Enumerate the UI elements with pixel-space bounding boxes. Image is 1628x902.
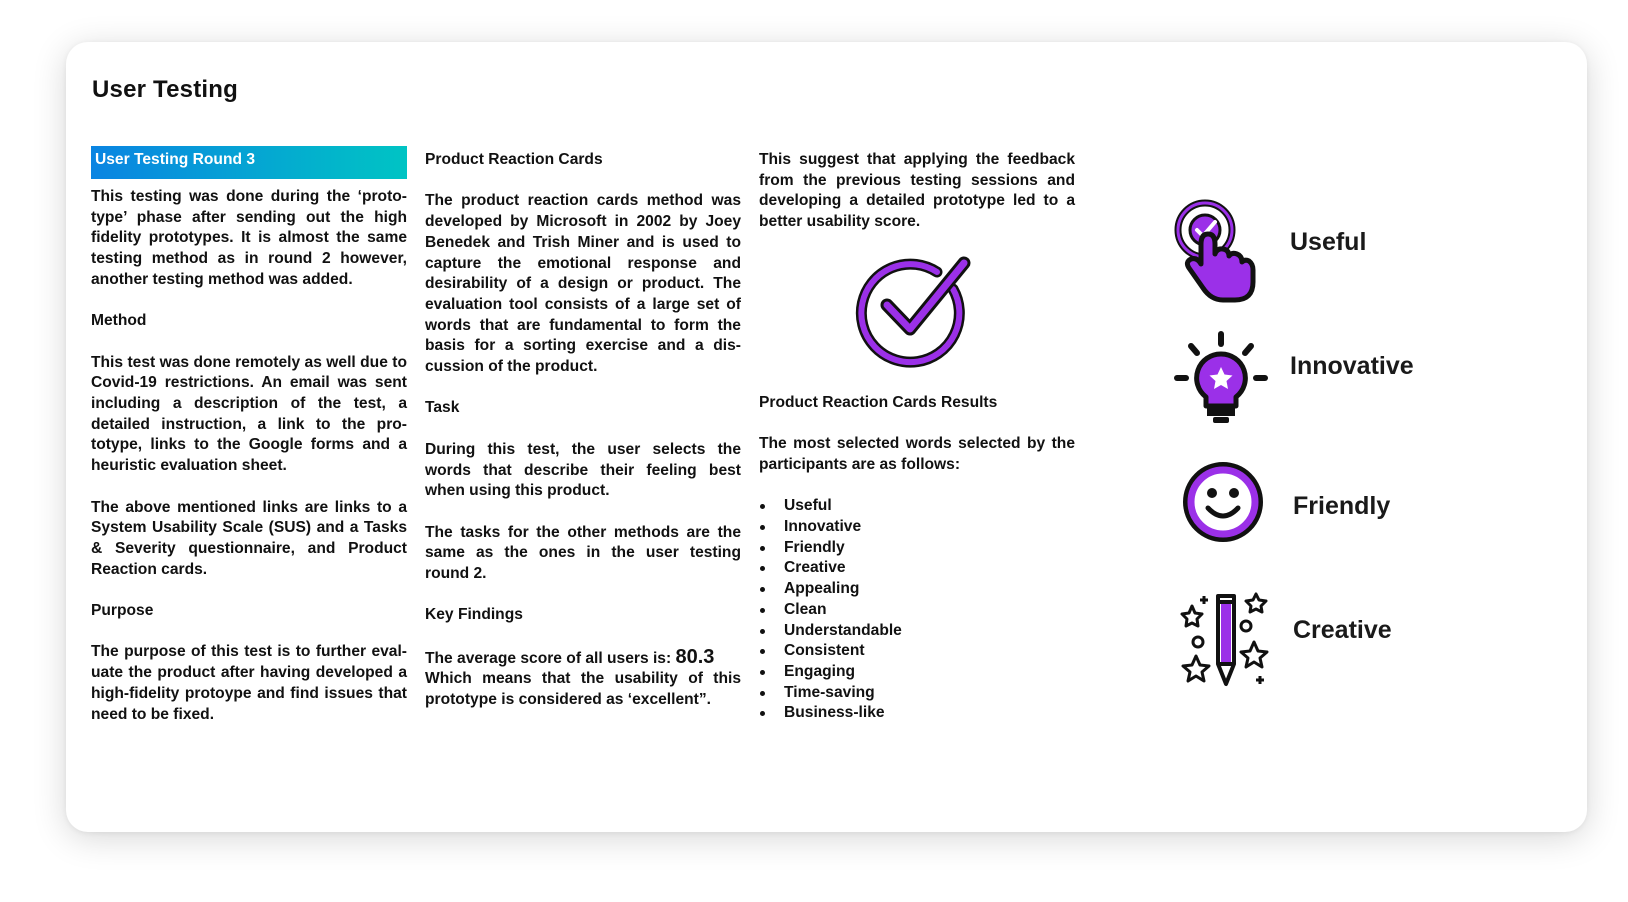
intro-paragraph: This testing was done during the ‘proto-type’ phase after sending out the high fidelity prototypes. It is almost the same testing method as in round 2 however, another testing method was added. (91, 188, 407, 288)
list-item: Innovative (784, 517, 1075, 538)
check-circle-icon (855, 255, 973, 373)
round-banner: User Testing Round 3 (91, 146, 407, 179)
column-reaction-cards (425, 146, 741, 732)
purpose-paragraph: The purpose of this test is to further eval-uate the product after having developed a high-fidelity protoype and find issues that need to be fixed. (91, 643, 407, 723)
column-round-3 (91, 146, 407, 746)
prc-heading: Product Reaction Cards (425, 151, 603, 168)
pointer-check-icon (1173, 198, 1259, 304)
keyword-innovative: Innovative (1290, 352, 1414, 380)
smiley-icon (1181, 460, 1265, 544)
score-paragraph (425, 647, 741, 711)
list-item: Friendly (784, 538, 1075, 559)
list-item: Consistent (784, 641, 1075, 662)
task-paragraph: During this test, the user selects the words that describe their feeling best when using this product. (425, 440, 741, 500)
method-paragraph: This test was done remotely as well due to Covid-19 restrictions. An email was sent including a description of the test, a detailed instruction, a link to the pro-totype, links to the Google forms and a heuristic evaluation sheet. (91, 353, 407, 475)
page-title: User Testing (92, 76, 238, 103)
keyword-friendly: Friendly (1293, 492, 1391, 520)
results-heading: Product Reaction Cards Results (759, 393, 998, 411)
key-findings-heading: Key Findings (425, 606, 523, 624)
method-heading: Method (91, 312, 147, 330)
list-item: Engaging (784, 662, 1075, 683)
words-list (759, 496, 1075, 724)
links-paragraph: The above mentioned links are links to a System Usability Scale (SUS) and a Tasks & Severity questionnaire, and Product Reaction cards. (91, 498, 407, 578)
results-intro: The most selected words selected by the participants are as follows: (759, 435, 1075, 473)
keyword-creative: Creative (1293, 616, 1392, 644)
list-item: Understandable (784, 621, 1075, 642)
lightbulb-star-icon (1174, 330, 1268, 426)
score-suffix: Which means that the usability of this prototype is considered as ‘excellent”. (425, 670, 741, 709)
checkmark-graphic (759, 255, 1075, 373)
prc-paragraph: The product reaction cards method was developed by Microsoft in 2002 by Joey Benedek and Trish Miner and is used to capture the emotional response and desirability of a design or product. The evaluation tool consists of a large set of words that are fundamental to form the basis for a sorting exercise and a dis-cussion of the product. (425, 192, 741, 376)
list-item: Creative (784, 558, 1075, 579)
list-item: Appealing (784, 579, 1075, 600)
suggest-paragraph: This suggest that applying the feedback from the previous testing sessions and developing a detailed prototype led to a better usability score. (759, 151, 1075, 231)
list-item: Clean (784, 600, 1075, 621)
list-item: Useful (784, 496, 1075, 517)
tasks-other-paragraph: The tasks for the other methods are the same as the ones in the user testing round 2. (425, 523, 741, 582)
score-value: 80.3 (675, 645, 715, 668)
score-prefix: The average score of all users is: (425, 649, 676, 667)
purpose-heading: Purpose (91, 602, 154, 619)
list-item: Business-like (784, 703, 1075, 724)
task-heading: Task (425, 399, 460, 417)
list-item: Time-saving (784, 683, 1075, 704)
keyword-useful: Useful (1290, 228, 1367, 256)
column-results (759, 146, 1075, 724)
pencil-stars-icon (1178, 590, 1274, 690)
